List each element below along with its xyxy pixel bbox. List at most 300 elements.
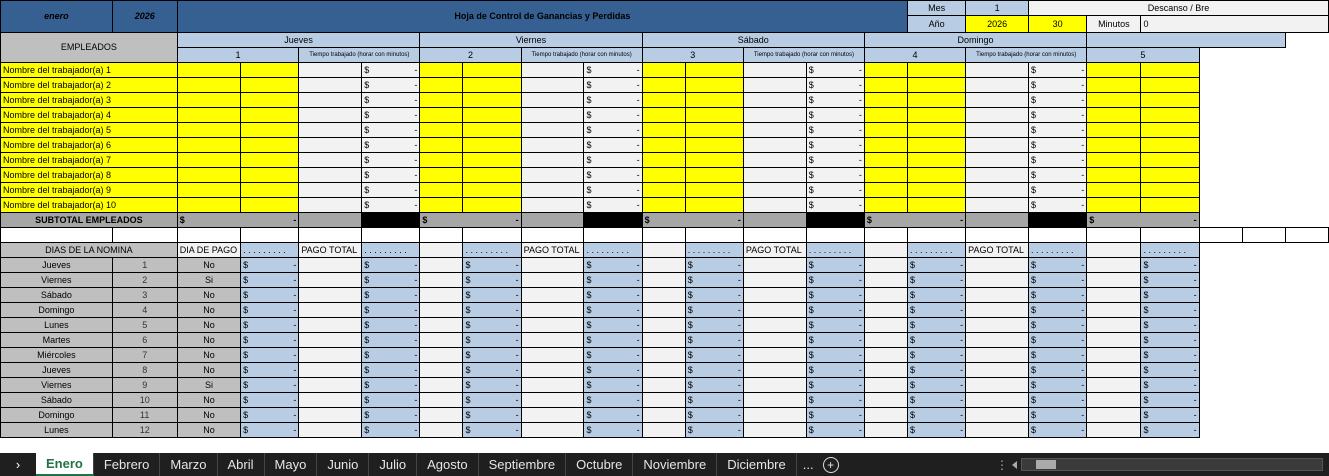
employee-name[interactable]: Nombre del trabajador(a) 1 [1, 63, 178, 78]
hours-cell[interactable] [1087, 78, 1141, 93]
payroll-total[interactable] [299, 408, 362, 423]
payroll-value[interactable] [1141, 333, 1199, 348]
month-cell[interactable]: enero [1, 1, 113, 33]
blank-cell[interactable] [864, 228, 907, 243]
payroll-value[interactable] [584, 318, 642, 333]
payroll-value[interactable] [1141, 288, 1199, 303]
payroll-value[interactable] [685, 273, 743, 288]
payroll-total[interactable] [521, 318, 584, 333]
scroll-left-icon[interactable] [1012, 461, 1017, 469]
pay-cell[interactable] [1029, 153, 1087, 168]
hours-cell[interactable] [864, 183, 907, 198]
tab-julio[interactable]: Julio [369, 453, 417, 476]
payroll-value[interactable] [463, 288, 521, 303]
hours-cell[interactable] [1087, 108, 1141, 123]
payroll-total[interactable] [743, 408, 806, 423]
hours-cell[interactable] [864, 153, 907, 168]
payroll-blank[interactable] [642, 288, 685, 303]
payroll-value[interactable] [241, 333, 299, 348]
blank-cell[interactable] [743, 228, 806, 243]
payroll-total[interactable] [966, 303, 1029, 318]
time-worked-header[interactable]: Tiempo trabajado (horar con minutos) [299, 48, 420, 63]
blank-cell[interactable] [1, 228, 113, 243]
payroll-blank[interactable] [420, 333, 463, 348]
subtotal-gap[interactable] [299, 213, 362, 228]
hours-cell[interactable] [177, 78, 240, 93]
blank-cell[interactable] [362, 228, 420, 243]
time-cell[interactable] [521, 63, 584, 78]
pay-cell[interactable] [1029, 93, 1087, 108]
payroll-blank[interactable] [864, 258, 907, 273]
payroll-blank[interactable] [864, 363, 907, 378]
pay-cell[interactable] [584, 63, 642, 78]
payroll-value[interactable] [1029, 393, 1087, 408]
tab-mayo[interactable]: Mayo [265, 453, 318, 476]
pay-cell[interactable] [362, 108, 420, 123]
payroll-total[interactable] [299, 423, 362, 438]
payroll-value[interactable] [241, 288, 299, 303]
hours-cell[interactable] [177, 198, 240, 213]
hours-cell[interactable] [420, 198, 463, 213]
hours-cell[interactable] [241, 198, 299, 213]
employee-name[interactable]: Nombre del trabajador(a) 8 [1, 168, 178, 183]
payroll-total[interactable] [521, 273, 584, 288]
pay-day-flag[interactable]: Si [177, 378, 240, 393]
payroll-value[interactable] [685, 258, 743, 273]
payroll-value[interactable] [1029, 273, 1087, 288]
hours-cell[interactable] [908, 183, 966, 198]
payroll-day-name[interactable]: Lunes [1, 318, 113, 333]
time-cell[interactable] [521, 78, 584, 93]
payroll-total[interactable] [299, 393, 362, 408]
hours-cell[interactable] [420, 168, 463, 183]
pay-day-flag[interactable]: No [177, 348, 240, 363]
anio-label[interactable]: Año [908, 16, 966, 33]
payroll-blank[interactable] [420, 363, 463, 378]
payroll-total[interactable] [521, 408, 584, 423]
payroll-value[interactable] [908, 348, 966, 363]
payroll-total[interactable] [966, 378, 1029, 393]
payroll-blank[interactable] [642, 333, 685, 348]
payroll-value[interactable] [1029, 288, 1087, 303]
pay-cell[interactable] [1029, 138, 1087, 153]
payroll-total[interactable] [521, 288, 584, 303]
subtotal-value[interactable] [177, 213, 299, 228]
payroll-blank[interactable] [642, 318, 685, 333]
pay-day-flag[interactable]: No [177, 333, 240, 348]
payroll-blank[interactable] [864, 378, 907, 393]
hours-cell[interactable] [685, 198, 743, 213]
payroll-blank[interactable] [864, 423, 907, 438]
subtotal-label[interactable]: SUBTOTAL EMPLEADOS [1, 213, 178, 228]
payroll-value[interactable] [463, 303, 521, 318]
payroll-value[interactable] [241, 363, 299, 378]
hours-cell[interactable] [1141, 123, 1199, 138]
subtotal-gap[interactable] [743, 213, 806, 228]
pay-cell[interactable] [584, 108, 642, 123]
payroll-value[interactable] [806, 363, 864, 378]
payroll-total[interactable] [299, 303, 362, 318]
payroll-day-number[interactable]: 10 [112, 393, 177, 408]
payroll-total-header[interactable]: PAGO TOTAL [966, 243, 1029, 258]
payroll-value[interactable] [1141, 318, 1199, 333]
pay-cell[interactable] [362, 123, 420, 138]
hours-cell[interactable] [177, 153, 240, 168]
pay-cell[interactable] [362, 63, 420, 78]
payroll-total[interactable] [743, 273, 806, 288]
hours-cell[interactable] [685, 138, 743, 153]
time-cell[interactable] [966, 108, 1029, 123]
hours-cell[interactable] [241, 93, 299, 108]
anio-value[interactable]: 2026 [966, 16, 1029, 33]
payroll-value[interactable] [362, 408, 420, 423]
pay-cell[interactable] [806, 123, 864, 138]
day-number-header[interactable]: 2 [420, 48, 521, 63]
payroll-total[interactable] [299, 363, 362, 378]
time-cell[interactable] [743, 108, 806, 123]
pay-day-flag[interactable]: No [177, 303, 240, 318]
hours-cell[interactable] [241, 63, 299, 78]
hours-cell[interactable] [420, 108, 463, 123]
payroll-dots-header[interactable]: . . . . . . . . . [584, 243, 642, 258]
payroll-value[interactable] [463, 408, 521, 423]
payroll-total[interactable] [743, 258, 806, 273]
payroll-total[interactable] [299, 348, 362, 363]
hours-cell[interactable] [463, 198, 521, 213]
blank-cell[interactable] [521, 228, 584, 243]
hours-cell[interactable] [642, 108, 685, 123]
payroll-value[interactable] [1029, 363, 1087, 378]
payroll-value[interactable] [806, 408, 864, 423]
hours-cell[interactable] [420, 78, 463, 93]
hours-cell[interactable] [908, 63, 966, 78]
payroll-value[interactable] [362, 318, 420, 333]
time-cell[interactable] [743, 123, 806, 138]
payroll-value[interactable] [1029, 318, 1087, 333]
day-number-header[interactable]: 3 [642, 48, 743, 63]
payroll-total[interactable] [743, 348, 806, 363]
payroll-total[interactable] [299, 378, 362, 393]
pay-cell[interactable] [584, 78, 642, 93]
hours-cell[interactable] [864, 93, 907, 108]
payroll-value[interactable] [584, 258, 642, 273]
hours-cell[interactable] [864, 63, 907, 78]
blank-cell[interactable] [1199, 228, 1242, 243]
payroll-day-number[interactable]: 5 [112, 318, 177, 333]
time-cell[interactable] [299, 183, 362, 198]
hours-cell[interactable] [685, 183, 743, 198]
blank-cell[interactable] [966, 228, 1029, 243]
payroll-value[interactable] [685, 393, 743, 408]
payroll-value[interactable] [908, 258, 966, 273]
blank-cell[interactable] [642, 228, 685, 243]
payroll-total[interactable] [966, 288, 1029, 303]
hours-cell[interactable] [908, 78, 966, 93]
hours-cell[interactable] [420, 183, 463, 198]
hours-cell[interactable] [463, 168, 521, 183]
payroll-blank[interactable] [420, 288, 463, 303]
payroll-value[interactable] [908, 273, 966, 288]
payroll-total[interactable] [966, 273, 1029, 288]
payroll-value[interactable] [806, 423, 864, 438]
hours-cell[interactable] [463, 183, 521, 198]
time-cell[interactable] [521, 138, 584, 153]
payroll-total[interactable] [299, 288, 362, 303]
blank-cell[interactable] [584, 228, 642, 243]
sheet-title[interactable]: Hoja de Control de Ganancias y Perdidas [177, 1, 907, 33]
hours-cell[interactable] [463, 153, 521, 168]
payroll-total[interactable] [966, 393, 1029, 408]
time-cell[interactable] [743, 138, 806, 153]
payroll-total-header[interactable]: PAGO TOTAL [743, 243, 806, 258]
payroll-blank[interactable] [1087, 348, 1141, 363]
payroll-day-name[interactable]: Lunes [1, 423, 113, 438]
tab-agosto[interactable]: Agosto [417, 453, 478, 476]
payroll-value[interactable] [241, 393, 299, 408]
subtotal-black[interactable] [362, 213, 420, 228]
employee-name[interactable]: Nombre del trabajador(a) 10 [1, 198, 178, 213]
pay-cell[interactable] [806, 168, 864, 183]
tab-noviembre[interactable]: Noviembre [633, 453, 717, 476]
subtotal-value[interactable] [420, 213, 521, 228]
payroll-blank[interactable] [642, 393, 685, 408]
payroll-value[interactable] [1141, 258, 1199, 273]
payroll-value[interactable] [362, 423, 420, 438]
payroll-value[interactable] [908, 303, 966, 318]
pay-cell[interactable] [1029, 78, 1087, 93]
payroll-value[interactable] [362, 378, 420, 393]
payroll-blank[interactable] [420, 393, 463, 408]
time-cell[interactable] [299, 93, 362, 108]
payroll-day-name[interactable]: Domingo [1, 408, 113, 423]
break-value[interactable]: 30 [1029, 16, 1087, 33]
pay-day-flag[interactable]: Si [177, 273, 240, 288]
payroll-day-number[interactable]: 7 [112, 348, 177, 363]
blank-cell[interactable] [241, 228, 299, 243]
payroll-blank[interactable] [864, 408, 907, 423]
time-cell[interactable] [521, 93, 584, 108]
time-cell[interactable] [743, 63, 806, 78]
time-cell[interactable] [521, 123, 584, 138]
hours-cell[interactable] [908, 93, 966, 108]
time-cell[interactable] [966, 123, 1029, 138]
payroll-value[interactable] [1141, 393, 1199, 408]
payroll-day-number[interactable]: 11 [112, 408, 177, 423]
pay-cell[interactable] [362, 78, 420, 93]
payroll-header[interactable]: DIAS DE LA NOMINA [1, 243, 178, 258]
payroll-blank[interactable] [642, 348, 685, 363]
payroll-dots-header[interactable]: . . . . . . . . . [463, 243, 521, 258]
time-cell[interactable] [299, 63, 362, 78]
payroll-total[interactable] [966, 348, 1029, 363]
hours-cell[interactable] [685, 78, 743, 93]
time-cell[interactable] [299, 138, 362, 153]
time-worked-header[interactable]: Tiempo trabajado (horar con minutos) [966, 48, 1087, 63]
time-cell[interactable] [521, 108, 584, 123]
payroll-value[interactable] [463, 318, 521, 333]
payroll-day-name[interactable]: Miércoles [1, 348, 113, 363]
hours-cell[interactable] [642, 183, 685, 198]
payroll-dots-header[interactable]: . . . . . . . . . [1029, 243, 1087, 258]
payroll-value[interactable] [241, 273, 299, 288]
payroll-blank[interactable] [642, 408, 685, 423]
pay-cell[interactable] [806, 108, 864, 123]
time-cell[interactable] [743, 183, 806, 198]
payroll-dots-header[interactable]: . . . . . . . . . [806, 243, 864, 258]
payroll-value[interactable] [908, 333, 966, 348]
payroll-blank[interactable] [420, 408, 463, 423]
subtotal-gap[interactable] [966, 213, 1029, 228]
hours-cell[interactable] [642, 198, 685, 213]
employee-name[interactable]: Nombre del trabajador(a) 4 [1, 108, 178, 123]
hours-cell[interactable] [241, 153, 299, 168]
hours-cell[interactable] [1141, 198, 1199, 213]
time-cell[interactable] [299, 123, 362, 138]
hours-cell[interactable] [864, 138, 907, 153]
time-cell[interactable] [743, 78, 806, 93]
payroll-value[interactable] [908, 288, 966, 303]
hours-cell[interactable] [241, 168, 299, 183]
employee-name[interactable]: Nombre del trabajador(a) 3 [1, 93, 178, 108]
more-tabs-button[interactable]: ... [802, 457, 814, 472]
hours-cell[interactable] [420, 123, 463, 138]
hours-cell[interactable] [864, 168, 907, 183]
payroll-day-number[interactable]: 4 [112, 303, 177, 318]
payroll-value[interactable] [685, 348, 743, 363]
hours-cell[interactable] [908, 198, 966, 213]
payroll-value[interactable] [241, 408, 299, 423]
payroll-blank[interactable] [1087, 273, 1141, 288]
payroll-total[interactable] [743, 318, 806, 333]
pay-cell[interactable] [362, 168, 420, 183]
payroll-dots-header[interactable]: . . . . . . . . . [362, 243, 420, 258]
hours-cell[interactable] [420, 138, 463, 153]
payroll-blank[interactable] [864, 348, 907, 363]
payroll-day-number[interactable]: 2 [112, 273, 177, 288]
horizontal-scrollbar[interactable] [996, 453, 1329, 476]
tab-marzo[interactable]: Marzo [160, 453, 217, 476]
time-cell[interactable] [966, 183, 1029, 198]
tab-abril[interactable]: Abril [218, 453, 265, 476]
payroll-value[interactable] [1141, 363, 1199, 378]
add-sheet-button[interactable] [820, 453, 842, 476]
payroll-day-name[interactable]: Jueves [1, 258, 113, 273]
hours-cell[interactable] [642, 123, 685, 138]
payroll-value[interactable] [463, 423, 521, 438]
payroll-value[interactable] [463, 393, 521, 408]
payroll-day-name[interactable]: Viernes [1, 273, 113, 288]
payroll-value[interactable] [584, 333, 642, 348]
year-cell[interactable]: 2026 [112, 1, 177, 33]
subtotal-black[interactable] [1029, 213, 1087, 228]
hours-cell[interactable] [177, 123, 240, 138]
subtotal-value[interactable] [642, 213, 743, 228]
split-handle-icon[interactable]: ⋮ [996, 457, 1008, 472]
pay-cell[interactable] [362, 183, 420, 198]
employees-header[interactable]: EMPLEADOS [1, 33, 178, 63]
hours-cell[interactable] [1087, 93, 1141, 108]
hours-cell[interactable] [463, 138, 521, 153]
payroll-value[interactable] [463, 273, 521, 288]
payroll-total[interactable] [521, 303, 584, 318]
blank-cell[interactable] [177, 228, 240, 243]
payroll-total[interactable] [299, 333, 362, 348]
payroll-value[interactable] [1029, 333, 1087, 348]
tab-octubre[interactable]: Octubre [566, 453, 633, 476]
minutos-label[interactable]: Minutos [1087, 16, 1141, 33]
hours-cell[interactable] [864, 108, 907, 123]
payroll-blank[interactable] [642, 378, 685, 393]
time-cell[interactable] [966, 78, 1029, 93]
tab-enero[interactable]: Enero [36, 453, 94, 476]
payroll-value[interactable] [806, 273, 864, 288]
descanso-label[interactable]: Descanso / Bre [1029, 1, 1329, 16]
pay-day-flag[interactable]: No [177, 423, 240, 438]
payroll-value[interactable] [685, 303, 743, 318]
employee-name[interactable]: Nombre del trabajador(a) 9 [1, 183, 178, 198]
payroll-total[interactable] [743, 303, 806, 318]
payroll-blank[interactable] [1087, 393, 1141, 408]
payroll-day-number[interactable]: 9 [112, 378, 177, 393]
employee-name[interactable]: Nombre del trabajador(a) 7 [1, 153, 178, 168]
hours-cell[interactable] [1087, 153, 1141, 168]
payroll-blank[interactable] [642, 363, 685, 378]
payroll-blank[interactable] [1087, 423, 1141, 438]
payroll-total[interactable] [966, 318, 1029, 333]
day-number-header[interactable]: 5 [1087, 48, 1199, 63]
payroll-value[interactable] [463, 363, 521, 378]
payroll-dots-header[interactable]: . . . . . . . . . [685, 243, 743, 258]
pay-cell[interactable] [806, 138, 864, 153]
payroll-blank[interactable] [420, 243, 463, 258]
blank-cell[interactable] [463, 228, 521, 243]
pay-day-flag[interactable]: No [177, 408, 240, 423]
hours-cell[interactable] [177, 168, 240, 183]
time-cell[interactable] [299, 198, 362, 213]
hours-cell[interactable] [1141, 93, 1199, 108]
payroll-value[interactable] [584, 273, 642, 288]
payroll-value[interactable] [908, 318, 966, 333]
payroll-total[interactable] [743, 333, 806, 348]
hours-cell[interactable] [685, 93, 743, 108]
payroll-value[interactable] [362, 333, 420, 348]
payroll-total[interactable] [743, 378, 806, 393]
payroll-value[interactable] [1029, 303, 1087, 318]
hours-cell[interactable] [463, 123, 521, 138]
tab-febrero[interactable]: Febrero [94, 453, 161, 476]
payroll-value[interactable] [362, 273, 420, 288]
payroll-value[interactable] [1141, 378, 1199, 393]
time-cell[interactable] [743, 198, 806, 213]
pay-cell[interactable] [806, 183, 864, 198]
pay-cell[interactable] [1029, 183, 1087, 198]
payroll-blank[interactable] [864, 318, 907, 333]
pay-day-flag[interactable]: No [177, 393, 240, 408]
hours-cell[interactable] [463, 93, 521, 108]
payroll-total-header[interactable]: PAGO TOTAL [521, 243, 584, 258]
hours-cell[interactable] [177, 108, 240, 123]
pay-day-flag[interactable]: No [177, 288, 240, 303]
hours-cell[interactable] [864, 123, 907, 138]
payroll-value[interactable] [362, 348, 420, 363]
day-name-header[interactable]: Sábado [642, 33, 864, 48]
payroll-value[interactable] [1141, 303, 1199, 318]
hours-cell[interactable] [1141, 153, 1199, 168]
payroll-day-number[interactable]: 12 [112, 423, 177, 438]
hours-cell[interactable] [642, 138, 685, 153]
payroll-blank[interactable] [1087, 243, 1141, 258]
tab-scroll-right-icon[interactable]: › [15, 457, 21, 472]
